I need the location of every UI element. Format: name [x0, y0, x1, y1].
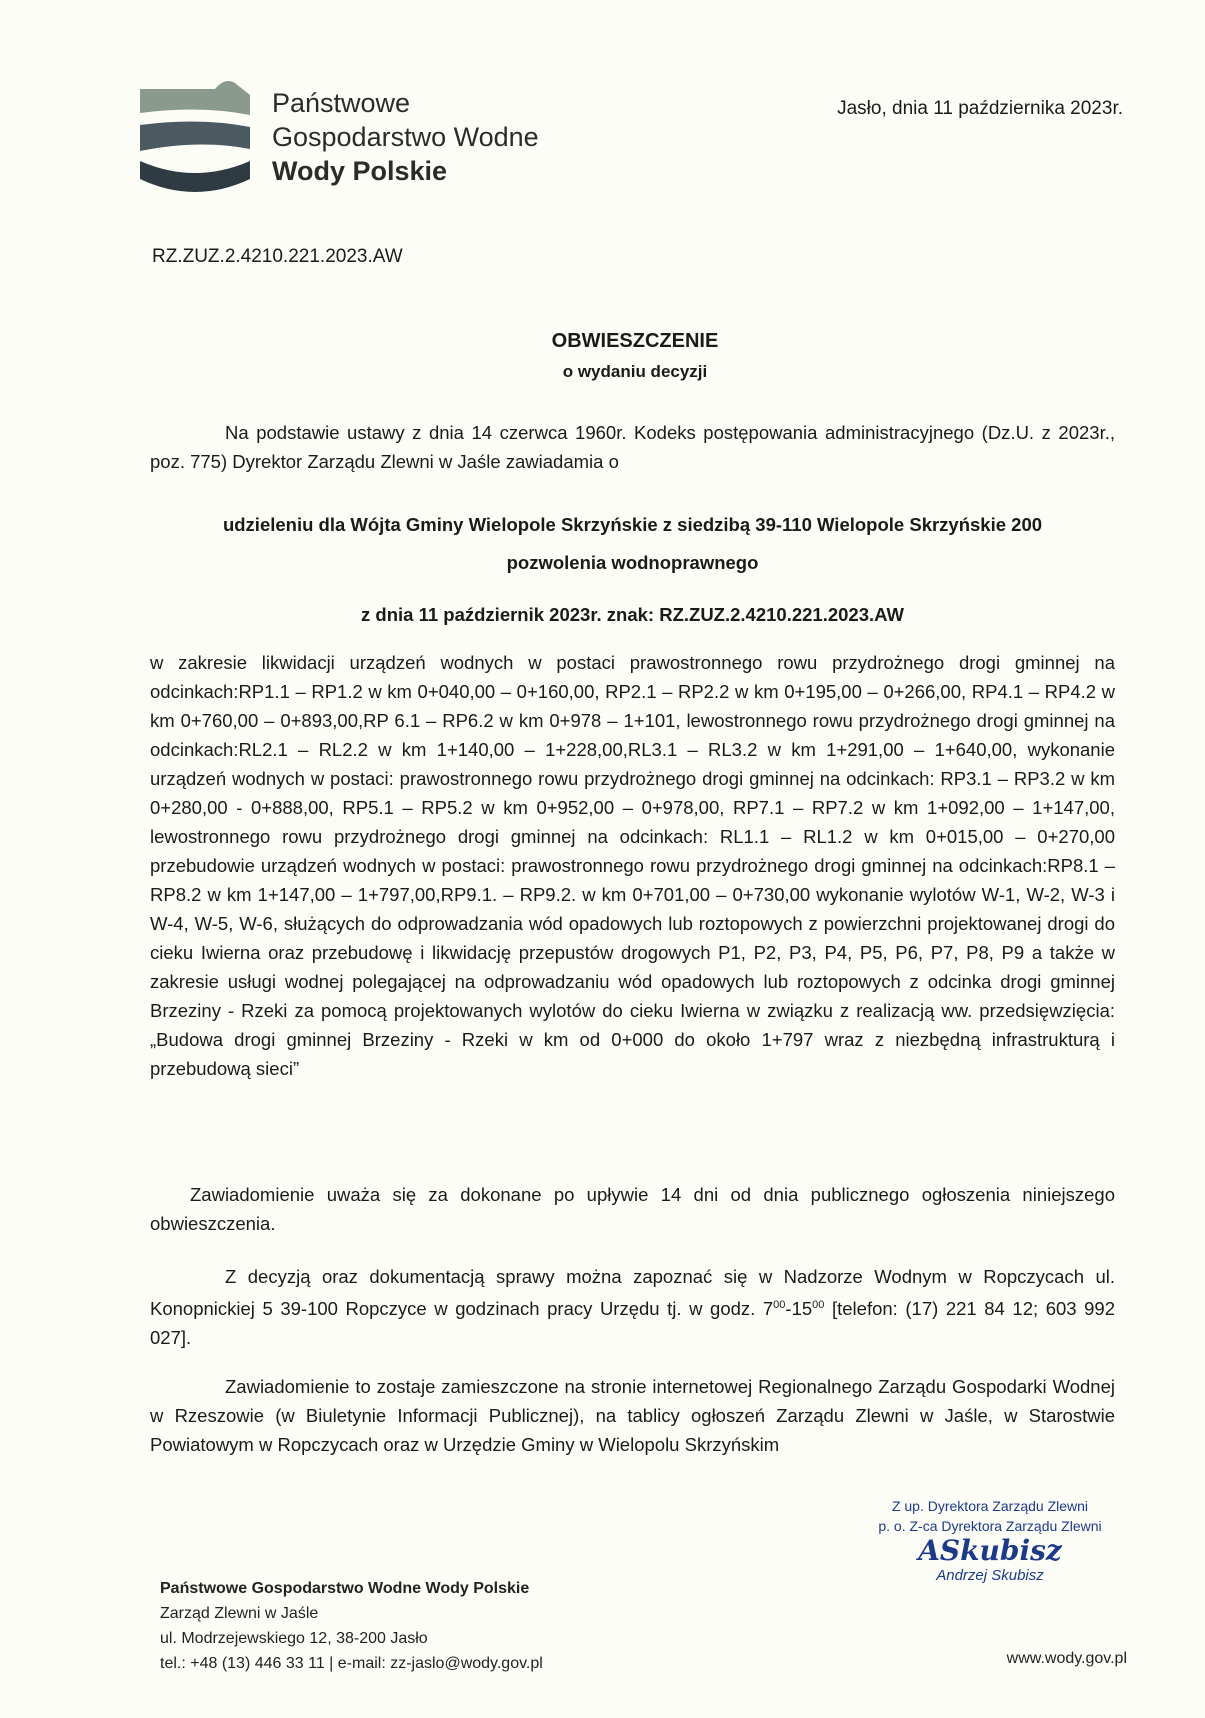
- document-title: OBWIESZCZENIE: [551, 330, 719, 352]
- handwritten-signature: ASkubisz: [918, 1534, 1062, 1567]
- access-paragraph: Z decyzją oraz dokumentacją sprawy można zapoznać się w Nadzorze Wodnym w Ropczycach ul. Konopnickiej 5 39-100 Ropczyce w godzinach pracy Urzędu tj. w godz. $7^{00}-15^{00}$ [telefon: (17) 221 84 12; 603 992 027].: [150, 1266, 1115, 1349]
- logo-line-3: Wody Polskie: [272, 156, 448, 186]
- footer-unit: Zarząd Zlewni w Jaśle: [160, 1605, 319, 1622]
- grant-line-1: udzieleniu dla Wójta Gminy Wielopole Skrzyńskie z siedzibą 39-110 Wielopole Skrzyńskie 200: [222, 514, 1043, 535]
- logo-line-1: Państwowe: [272, 88, 411, 118]
- footer-address: [160, 1576, 543, 1676]
- signature-line-1: Z up. Dyrektora Zarządu Zlewni: [891, 1498, 1089, 1514]
- document-subtitle: o wydaniu decyzji: [562, 362, 708, 381]
- decision-reference: z dnia 11 październik 2023r. znak: RZ.ZUZ.2.4210.221.2023.AW: [361, 604, 904, 625]
- footer-website: www.wody.gov.pl: [1006, 1650, 1127, 1667]
- signature-block: [830, 1496, 1150, 1586]
- scope-paragraph: w zakresie likwidacji urządzeń wodnych w postaci prawostronnego rowu przydrożnego drogi gminnej na odcinkach:RP1.1 – RP1.2 w km 0+040,00 – 0+160,00, RP2.1 – RP2.2 w km 0+195,00 – 0+266,00, RP4.1 – RP4.2 w km 0+760,00 – 0+893,00,RP 6.1 – RP6.2 w km 0+978 – 1+101, lewostronnego rowu przydrożnego drogi gminnej na odcinkach:RL2.1 – RL2.2 w km 1+140,00 – 1+228,00,RL3.1 – RL3.2 w km 1+291,00 – 1+640,00, wykonanie urządzeń wodnych w postaci: prawostronnego rowu przydrożnego drogi gminnej na odcinkach: RP3.1 – RP3.2 w km 0+280,00 - 0+888,00, RP5.1 – RP5.2 w km 0+952,00 – 0+978,00, RP7.1 – RP7.2 w km 1+092,00 – 1+147,00, lewostronnego rowu przydrożnego drogi gminnej na odcinkach: RL1.1 – RL1.2 w km 0+015,00 – 0+270,00 przebudowie urządzeń wodnych w postaci: prawostronnego rowu przydrożnego drogi gminnej na odcinkach:RP8.1 – RP8.2 w km 1+147,00 – 1+797,00,RP9.1. – RP9.2. w km 0+701,00 – 0+730,00 wykonanie wylotów W-1, W-2, W-3 i W-4, W-5, W-6, służących do odprowadzania wód opadowych lub roztopowych z powierzchni projektowanej drogi do cieku Iwierna oraz przebudowę i likwidację przepustów drogowych P1, P2, P3, P4, P5, P6, P7, P8, P9 a także w zakresie usługi wodnej polegającej na odprowadzaniu wód opadowych lub roztopowych z odcinka drogi gminnej Brzeziny - Rzeki za pomocą projektowanych wylotów do cieku Iwierna w związku z realizacją ww. przedsięwzięcia: „Budowa drogi gminnej Brzeziny - Rzeki w km od 0+000 do około 1+797 wraz z niezbędną infrastrukturą i przebudową sieci”: [150, 652, 1115, 1079]
- footer-contact: tel.: +48 (13) 446 33 11 | e-mail: zz-jaslo@wody.gov.pl: [160, 1655, 543, 1672]
- logo-text: [272, 86, 539, 188]
- notice-effect-paragraph: Zawiadomienie uważa się za dokonane po upływie 14 dni od dnia publicznego ogłoszenia niniejszego obwieszczenia.: [150, 1184, 1115, 1234]
- signatory-name: Andrzej Skubisz: [936, 1567, 1044, 1584]
- footer-org: Państwowe Gospodarstwo Wodne Wody Polskie: [160, 1580, 530, 1597]
- footer-street: ul. Modrzejewskiego 12, 38-200 Jasło: [160, 1630, 428, 1647]
- publication-paragraph: Zawiadomienie to zostaje zamieszczone na stronie internetowej Regionalnego Zarządu Gospodarki Wodnej w Rzeszowie (w Biuletynie Informacji Publicznej), na tablicy ogłoszeń Zarządu Zlewni w Jaśle, w Starostwie Powiatowym w Ropczycach oraz w Urzędzie Gminy w Wielopolu Skrzyńskim: [150, 1376, 1115, 1455]
- place-date: Jasło, dnia 11 października 2023r.: [837, 98, 1123, 119]
- intro-paragraph: Na podstawie ustawy z dnia 14 czerwca 1960r. Kodeks postępowania administracyjnego (Dz.U. z 2023r., poz. 775) Dyrektor Zarządu Zlewni w Jaśle zawiadamia o: [150, 422, 1115, 472]
- signature-line-2: p. o. Z-ca Dyrektora Zarządu Zlewni: [878, 1518, 1102, 1534]
- wody-polskie-logo-icon: [140, 75, 260, 205]
- logo-line-2: Gospodarstwo Wodne: [272, 122, 539, 152]
- reference-number: RZ.ZUZ.2.4210.221.2023.AW: [152, 246, 403, 267]
- grant-line-2: pozwolenia wodnoprawnego: [506, 552, 759, 573]
